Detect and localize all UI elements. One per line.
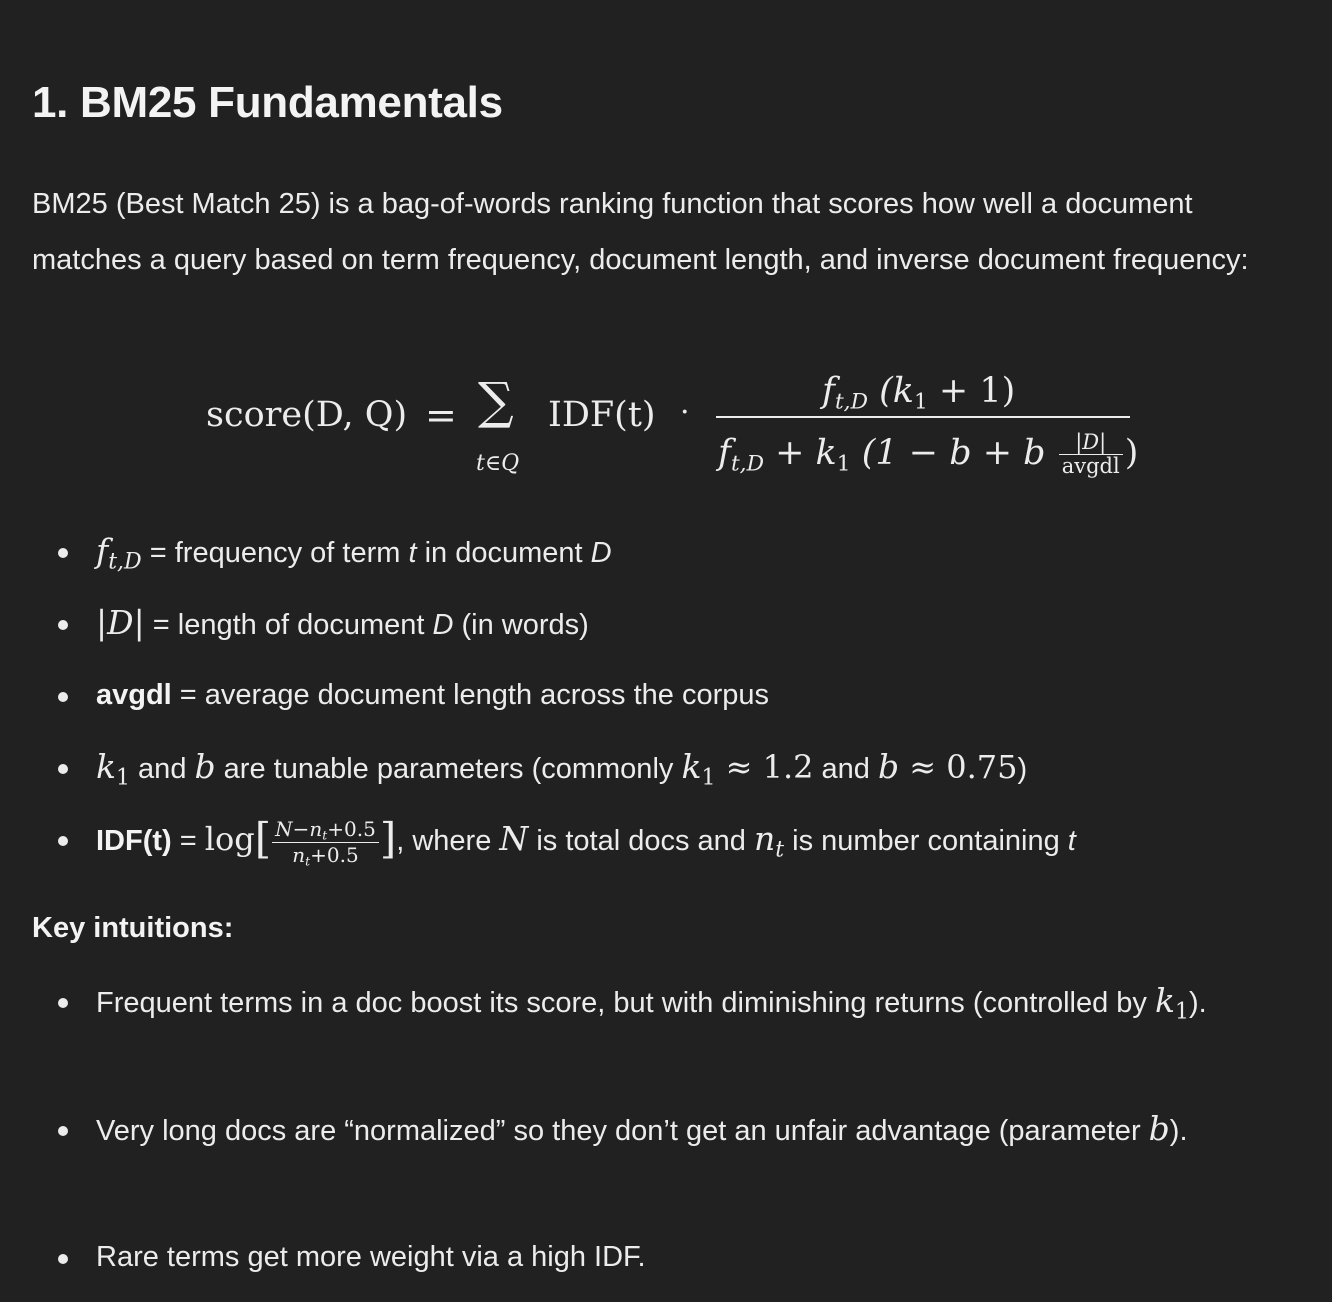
intro-paragraph: BM25 (Best Match 25) is a bag-of-words ranking function that scores how well a document matches a query based on term frequency, document length, and inverse document frequency: xyxy=(32,188,1249,276)
list-item xyxy=(96,973,1306,1031)
def-b-value: ≈ 0.75 xyxy=(899,748,1018,786)
formula-idf: IDF(t) xyxy=(548,395,656,435)
list-item xyxy=(96,1101,1306,1159)
intuition-1-k: k xyxy=(1154,981,1175,1020)
formula-sum-symbol: ∑ xyxy=(478,372,514,430)
def-f-text2: in document xyxy=(416,537,591,569)
intuition-1-sub: 1 xyxy=(1174,999,1189,1025)
def-len-D: D xyxy=(432,609,454,641)
idf-bot-sub: t xyxy=(305,853,311,869)
idf-bot-n: n xyxy=(292,842,306,867)
section-title: 1. BM25 Fundamentals xyxy=(32,78,503,127)
list-item xyxy=(96,739,1027,797)
def-idf-right-bracket: ] xyxy=(379,814,397,863)
num-end: + 1) xyxy=(927,371,1016,411)
list-item xyxy=(96,811,1076,869)
idf-top-end: +0.5 xyxy=(327,816,376,841)
bm25-formula xyxy=(32,365,1312,495)
def-idf-text: , where xyxy=(396,825,500,857)
idf-frac-bottom xyxy=(272,843,379,868)
key-intuitions-heading: Key intuitions: xyxy=(32,912,234,944)
def-f-t: t xyxy=(408,537,417,569)
intuition-1-text: Frequent terms in a doc boost its score, but with diminishing returns (controlled by xyxy=(96,987,1155,1019)
def-k-val-symbol: k xyxy=(681,747,702,786)
def-len-symbol: |D| xyxy=(96,603,145,642)
def-k-value: ≈ 1.2 xyxy=(715,748,814,786)
def-idf-eq: = xyxy=(171,825,205,857)
def-f-symbol: f xyxy=(96,531,109,570)
def-idf-text2: is total docs and xyxy=(528,825,754,857)
def-k-text2: are tunable parameters (commonly xyxy=(215,753,682,785)
formula-denominator xyxy=(718,431,1138,478)
def-idf-t: t xyxy=(1067,825,1076,857)
def-b-val-symbol: b xyxy=(877,747,900,786)
den-paren: (1 − b + b xyxy=(850,433,1057,473)
def-idf-fraction xyxy=(272,817,379,868)
def-b-symbol: b xyxy=(194,747,216,786)
formula-equals: = xyxy=(425,393,457,437)
formula-dot: · xyxy=(680,395,690,430)
def-idf-label: IDF(t) xyxy=(96,825,172,857)
def-idf-n-sub: t xyxy=(775,837,785,863)
formula-fraction-bar xyxy=(716,416,1130,418)
intuition-2-text: Very long docs are “normalized” so they don’t get an unfair advantage (parameter xyxy=(96,1115,1149,1147)
num-f: f xyxy=(822,371,835,411)
def-k-text: and xyxy=(130,753,195,785)
def-k-symbol: k xyxy=(96,747,116,786)
den-f: f xyxy=(718,433,731,473)
def-f-text: = frequency of term xyxy=(141,537,409,569)
intuition-2-b: b xyxy=(1148,1109,1170,1148)
idf-top-sub: t xyxy=(322,827,328,843)
den-inner-fraction xyxy=(1059,431,1123,478)
formula-numerator xyxy=(822,371,1016,415)
den-k: + k xyxy=(763,433,837,473)
num-f-sub: t,D xyxy=(834,389,868,415)
list-item xyxy=(96,1229,646,1285)
def-f-subscript: t,D xyxy=(108,549,142,575)
def-avgdl-label: avgdl xyxy=(96,679,172,711)
def-and: and xyxy=(813,753,878,785)
idf-frac-top xyxy=(272,817,379,843)
formula-sum-subscript: t∈Q xyxy=(476,451,520,476)
def-idf-N: N xyxy=(499,819,529,858)
den-frac-top: |D| xyxy=(1059,431,1123,455)
list-item xyxy=(96,523,612,581)
def-idf-log: log xyxy=(204,820,255,858)
def-idf-left-bracket: [ xyxy=(254,814,272,863)
den-frac-bottom: avgdl xyxy=(1061,454,1120,478)
den-close: ) xyxy=(1124,433,1139,473)
formula-lhs: score(D, Q) xyxy=(206,395,408,435)
den-f-sub: t,D xyxy=(730,451,764,477)
def-avgdl-text: = average document length across the corpus xyxy=(171,679,770,711)
idf-bot-end: +0.5 xyxy=(310,842,359,867)
def-len-text: = length of document xyxy=(144,609,433,641)
num-k: (k xyxy=(867,371,914,411)
list-item xyxy=(96,595,589,653)
den-k-sub: 1 xyxy=(836,451,851,477)
intuition-2-end: ). xyxy=(1169,1115,1188,1147)
list-item xyxy=(96,667,769,723)
def-close-paren: ) xyxy=(1017,753,1028,785)
intuition-1-end: ). xyxy=(1188,987,1207,1019)
def-k-val-subscript: 1 xyxy=(701,765,716,791)
num-k-sub: 1 xyxy=(913,389,928,415)
intuition-3-text: Rare terms get more weight via a high IDF. xyxy=(96,1241,646,1273)
def-f-D: D xyxy=(590,537,612,569)
def-idf-text3: is number containing xyxy=(784,825,1068,857)
idf-top-N: N−n xyxy=(275,816,323,841)
def-idf-n: n xyxy=(753,819,776,858)
def-len-text2: (in words) xyxy=(453,609,589,641)
def-k-subscript: 1 xyxy=(116,765,130,791)
